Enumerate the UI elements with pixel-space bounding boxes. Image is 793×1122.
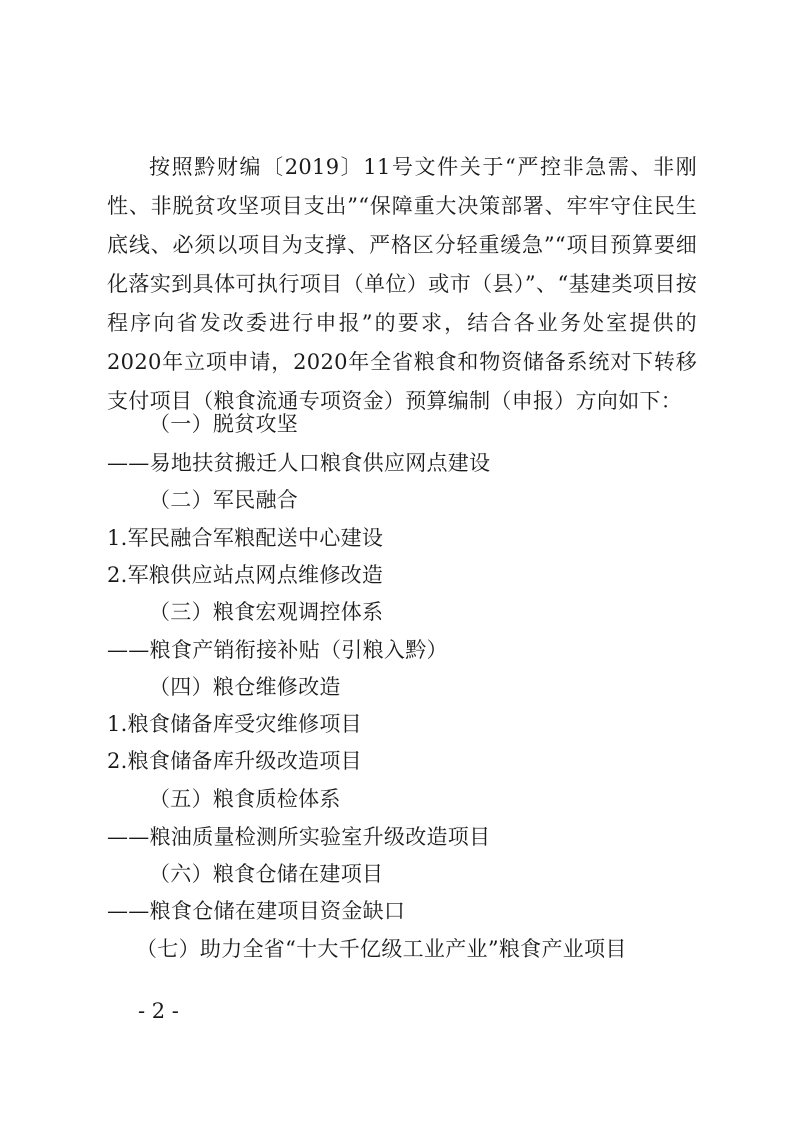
- section-4-heading: （四）粮仓维修改造: [149, 675, 341, 699]
- section-7-heading: （七）助力全省“十大千亿级工业产业”粮食产业项目: [136, 937, 627, 961]
- section-4-item-1: 1.粮食储备库受灾维修项目: [107, 712, 362, 736]
- section-3-item-1: ——粮食产销衔接补贴（引粮入黔）: [107, 638, 448, 662]
- section-2-item-2: 2.军粮供应站点网点维修改造: [107, 563, 384, 587]
- section-5-item-1: ——粮油质量检测所实验室升级改造项目: [107, 825, 491, 849]
- section-5-heading: （五）粮食质检体系: [149, 787, 341, 811]
- section-4-item-2: 2.粮食储备库升级改造项目: [107, 749, 362, 773]
- section-6-item-1: ——粮食仓储在建项目资金缺口: [107, 899, 406, 923]
- page-number: - 2 -: [138, 999, 179, 1023]
- intro-paragraph: 按照黔财编〔2019〕11号文件关于“严控非急需、非刚性、非脱贫攻坚项目支出”“保障重大决策部署、牢牢守住民生底线、必须以项目为支撑、严格区分轻重缓急”“项目预算要细化落实到具体可执行项目（单位）或市（县）”、“基建类项目按程序向省发改委进行申报”的要求，结合各业务处室提供的2020年立项申请，2020年全省粮食和物资储备系统对下转移支付项目（粮食流通专项资金）预算编制（申报）方向如下：: [107, 155, 697, 413]
- section-2-item-1: 1.军民融合军粮配送中心建设: [107, 526, 384, 550]
- section-1-heading: （一）脱贫攻坚: [149, 412, 299, 436]
- section-1-item-1: ——易地扶贫搬迁人口粮食供应网点建设: [107, 451, 491, 475]
- section-6-heading: （六）粮食仓储在建项目: [149, 862, 384, 886]
- section-3-heading: （三）粮食宏观调控体系: [149, 600, 384, 624]
- section-2-heading: （二）军民融合: [149, 488, 299, 512]
